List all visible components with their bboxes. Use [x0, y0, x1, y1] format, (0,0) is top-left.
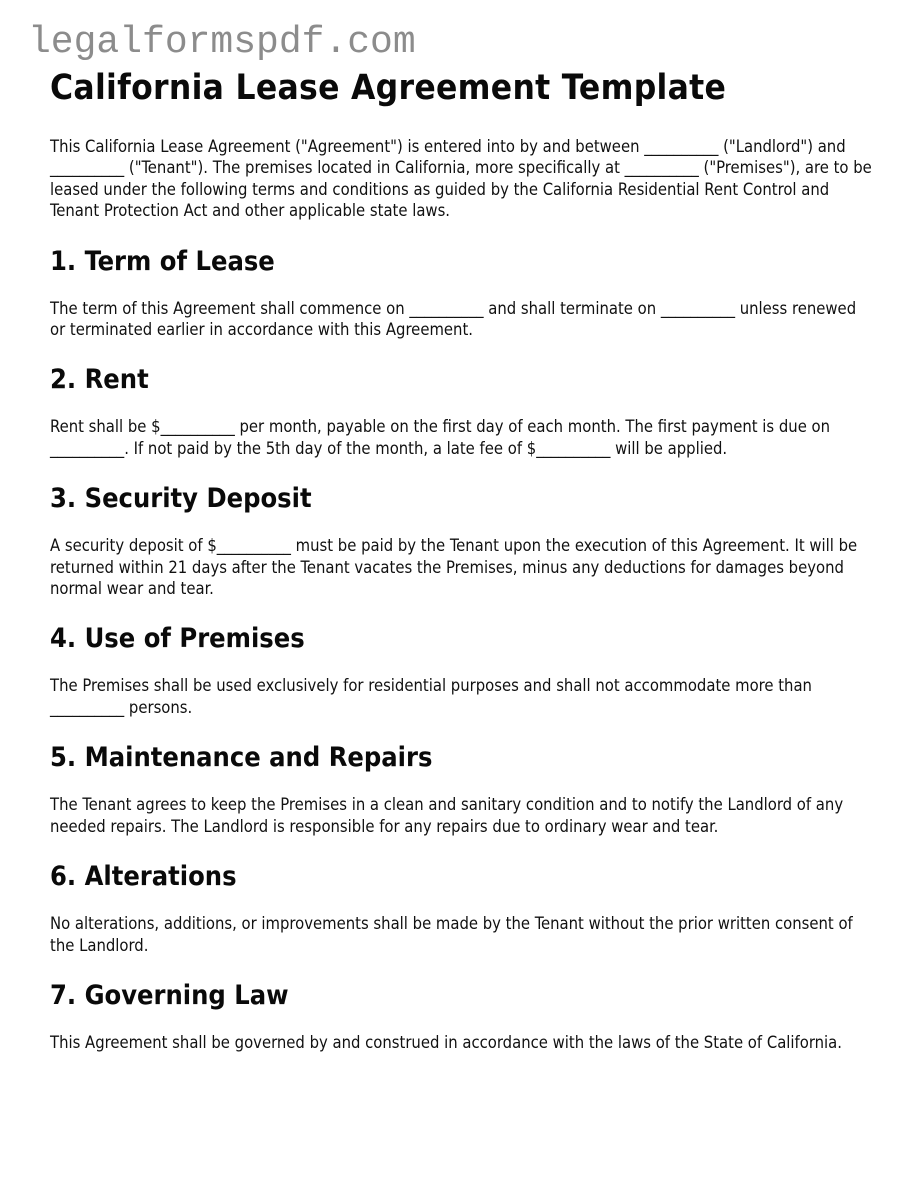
- section-paragraph: Rent shall be $__________ per month, payable on the first day of each month. The first payment is due on __________. If not paid by the 5th day of the month, a late fee of $__________ will be applied.: [50, 417, 831, 458]
- section-heading: 4. Use of Premises: [50, 623, 305, 655]
- intro-paragraph: This California Lease Agreement ("Agreement") is entered into by and between __________ ("Landlord") and __________ ("Tenant"). The premises located in California, more specifically at __________ ("Premises"), are to be leased under the following terms and conditions as guided by the California Residential Rent Control and Tenant Protection Act and other applicable state laws.: [50, 137, 872, 221]
- site-logo: legalformspdf.com: [28, 21, 416, 64]
- section-governing-law: [50, 980, 872, 1053]
- section-heading: 2. Rent: [50, 364, 149, 396]
- section-paragraph: The term of this Agreement shall commence on __________ and shall terminate on __________ unless renewed or terminated earlier in accordance with this Agreement.: [50, 298, 857, 340]
- section-paragraph: The Premises shall be used exclusively for residential purposes and shall not accommodate more than __________ persons.: [50, 676, 812, 717]
- section-heading: 7. Governing Law: [50, 979, 289, 1011]
- section-heading: 5. Maintenance and Repairs: [50, 742, 433, 774]
- section-use-of-premises: [50, 623, 872, 718]
- section-alterations: [50, 861, 872, 956]
- section-paragraph: A security deposit of $__________ must be paid by the Tenant upon the execution of this Agreement. It will be returned within 21 days after the Tenant vacates the Premises, minus any deductions for damages beyond normal wear and tear.: [50, 536, 858, 599]
- section-term-of-lease: [50, 246, 872, 341]
- section-paragraph: No alterations, additions, or improvements shall be made by the Tenant without the prior written consent of the Landlord.: [50, 914, 853, 955]
- section-heading: 3. Security Deposit: [50, 483, 312, 515]
- section-heading: 1. Term of Lease: [50, 245, 275, 277]
- section-paragraph: The Tenant agrees to keep the Premises in a clean and sanitary condition and to notify the Landlord of any needed repairs. The Landlord is responsible for any repairs due to ordinary wear and tear.: [50, 795, 844, 836]
- document-title: California Lease Agreement Template: [50, 68, 727, 108]
- section-heading: 6. Alterations: [50, 861, 237, 893]
- section-paragraph: This Agreement shall be governed by and construed in accordance with the laws of the State of California.: [50, 1032, 842, 1052]
- section-maintenance-and-repairs: [50, 742, 872, 837]
- section-rent: [50, 364, 872, 459]
- section-security-deposit: [50, 483, 872, 599]
